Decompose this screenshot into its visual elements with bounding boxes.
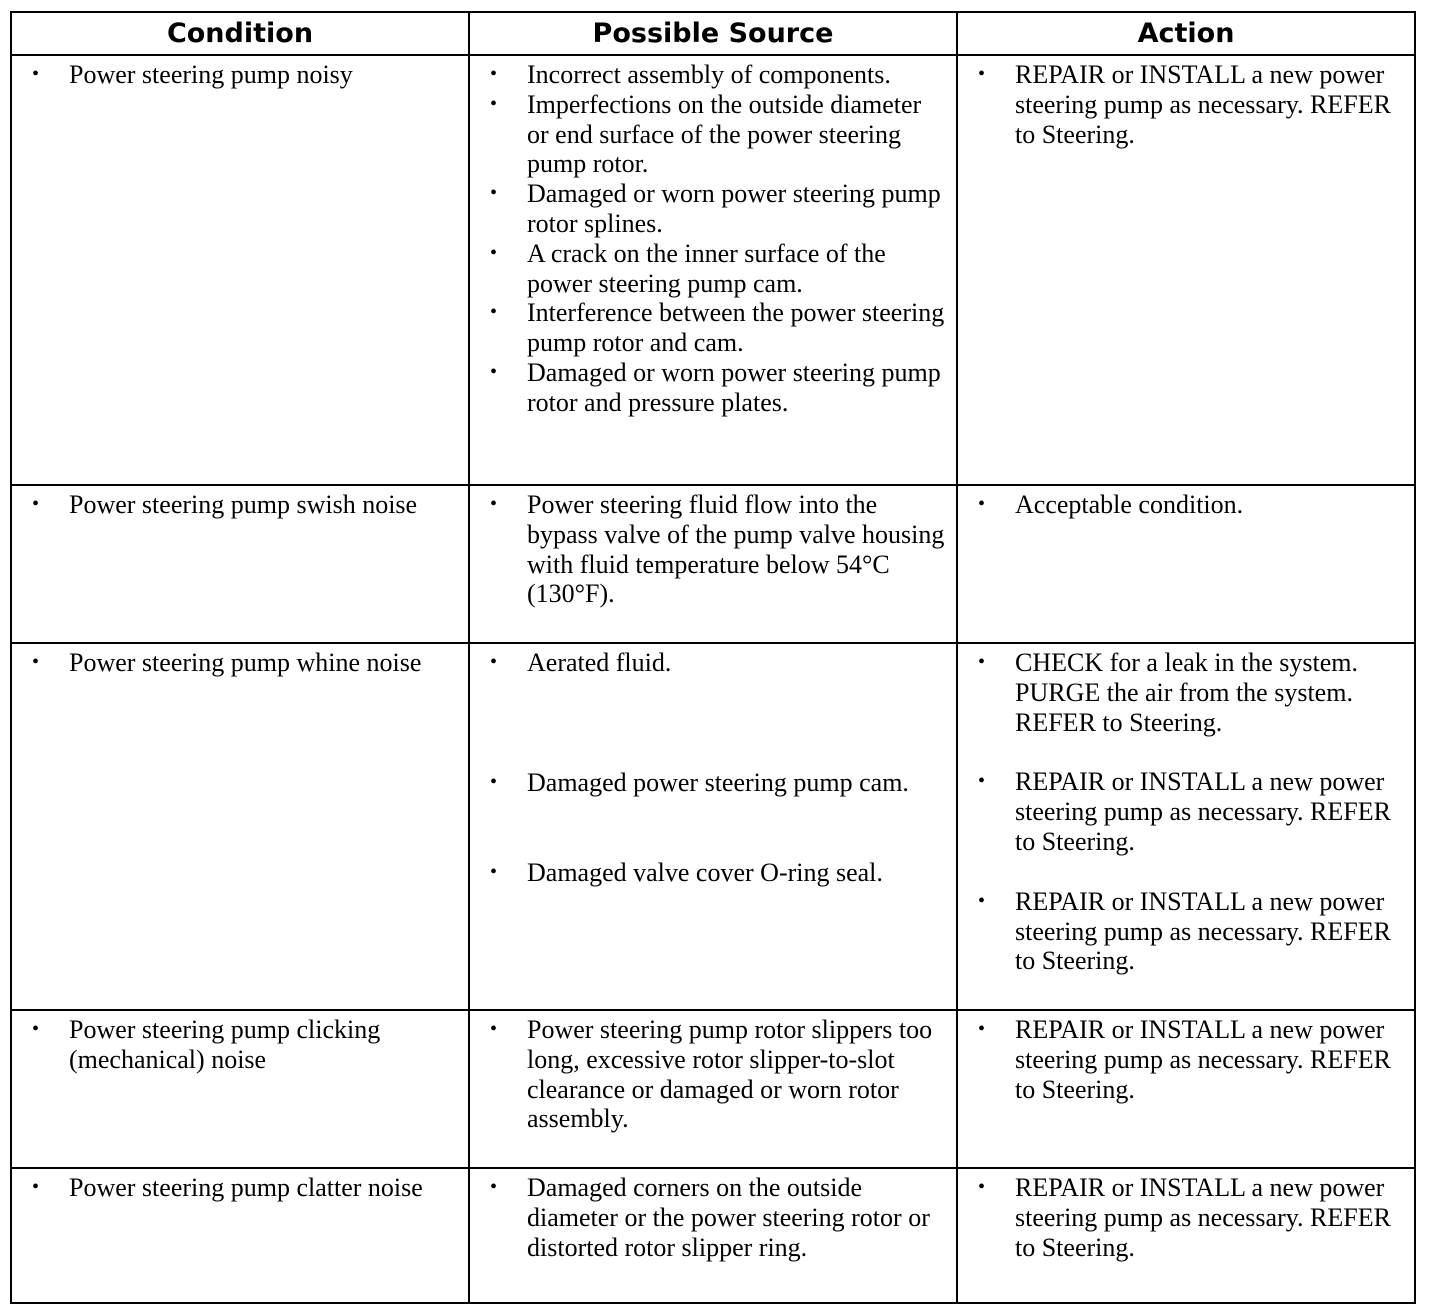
action-cell — [957, 55, 1415, 485]
action-item: • CHECK for a leak in the system. PURGE the air from the system. REFER to Steering. — [968, 648, 1406, 737]
source-cell — [469, 55, 957, 485]
condition-text: • Power steering pump swish noise — [22, 490, 460, 520]
header-row — [11, 12, 1415, 55]
condition-text: • Power steering pump clatter noise — [22, 1173, 460, 1203]
source-item: • Damaged power steering pump cam. — [480, 768, 948, 798]
action-item: • REPAIR or INSTALL a new power steering pump as necessary. REFER to Steering. — [968, 887, 1406, 976]
condition-cell — [11, 55, 469, 485]
possible-source-header: Possible Source — [469, 12, 957, 55]
table-row — [11, 1168, 1415, 1303]
table-row — [11, 1010, 1415, 1168]
action-item: • REPAIR or INSTALL a new power steering pump as necessary. REFER to Steering. — [968, 767, 1406, 856]
action-item: • REPAIR or INSTALL a new power steering pump as necessary. REFER to Steering. — [968, 1015, 1406, 1104]
source-item: • Interference between the power steering pump rotor and cam. — [480, 298, 948, 358]
action-cell — [957, 643, 1415, 1010]
table-row — [11, 643, 1415, 1010]
source-item: • Imperfections on the outside diameter or end surface of the power steering pump rotor. — [480, 90, 948, 179]
action-cell — [957, 1168, 1415, 1303]
source-item: • Damaged or worn power steering pump rotor splines. — [480, 179, 948, 239]
diagnosis-table — [10, 11, 1416, 1304]
action-item: • REPAIR or INSTALL a new power steering pump as necessary. REFER to Steering. — [968, 60, 1406, 149]
source-item: • Damaged valve cover O-ring seal. — [480, 858, 948, 888]
source-item: • A crack on the inner surface of the power steering pump cam. — [480, 239, 948, 299]
table-row — [11, 55, 1415, 485]
condition-cell — [11, 643, 469, 1010]
source-item: • Damaged corners on the outside diameter or the power steering rotor or distorted rotor slipper ring. — [480, 1173, 948, 1262]
source-cell — [469, 1010, 957, 1168]
condition-cell — [11, 485, 469, 643]
source-cell — [469, 485, 957, 643]
action-item: • Acceptable condition. — [968, 490, 1406, 520]
condition-text: • Power steering pump clicking (mechanical) noise — [22, 1015, 460, 1075]
source-item: • Incorrect assembly of components. — [480, 60, 948, 90]
table-row — [11, 485, 1415, 643]
action-item: • REPAIR or INSTALL a new power steering pump as necessary. REFER to Steering. — [968, 1173, 1406, 1262]
diagnosis-page — [10, 11, 1414, 1304]
condition-cell — [11, 1010, 469, 1168]
action-cell — [957, 485, 1415, 643]
source-cell — [469, 643, 957, 1010]
source-item: • Power steering pump rotor slippers too long, excessive rotor slipper-to-slot clearance or damaged or worn rotor assembly. — [480, 1015, 948, 1134]
action-header: Action — [957, 12, 1415, 55]
condition-text: • Power steering pump whine noise — [22, 648, 460, 678]
source-item: • Damaged or worn power steering pump rotor and pressure plates. — [480, 358, 948, 418]
source-cell — [469, 1168, 957, 1303]
condition-cell — [11, 1168, 469, 1303]
action-cell — [957, 1010, 1415, 1168]
condition-header: Condition — [11, 12, 469, 55]
source-item: • Aerated fluid. — [480, 648, 948, 678]
condition-text: • Power steering pump noisy — [22, 60, 460, 90]
source-item: • Power steering fluid flow into the bypass valve of the pump valve housing with fluid temperature below 54°C (130°F). — [480, 490, 948, 609]
